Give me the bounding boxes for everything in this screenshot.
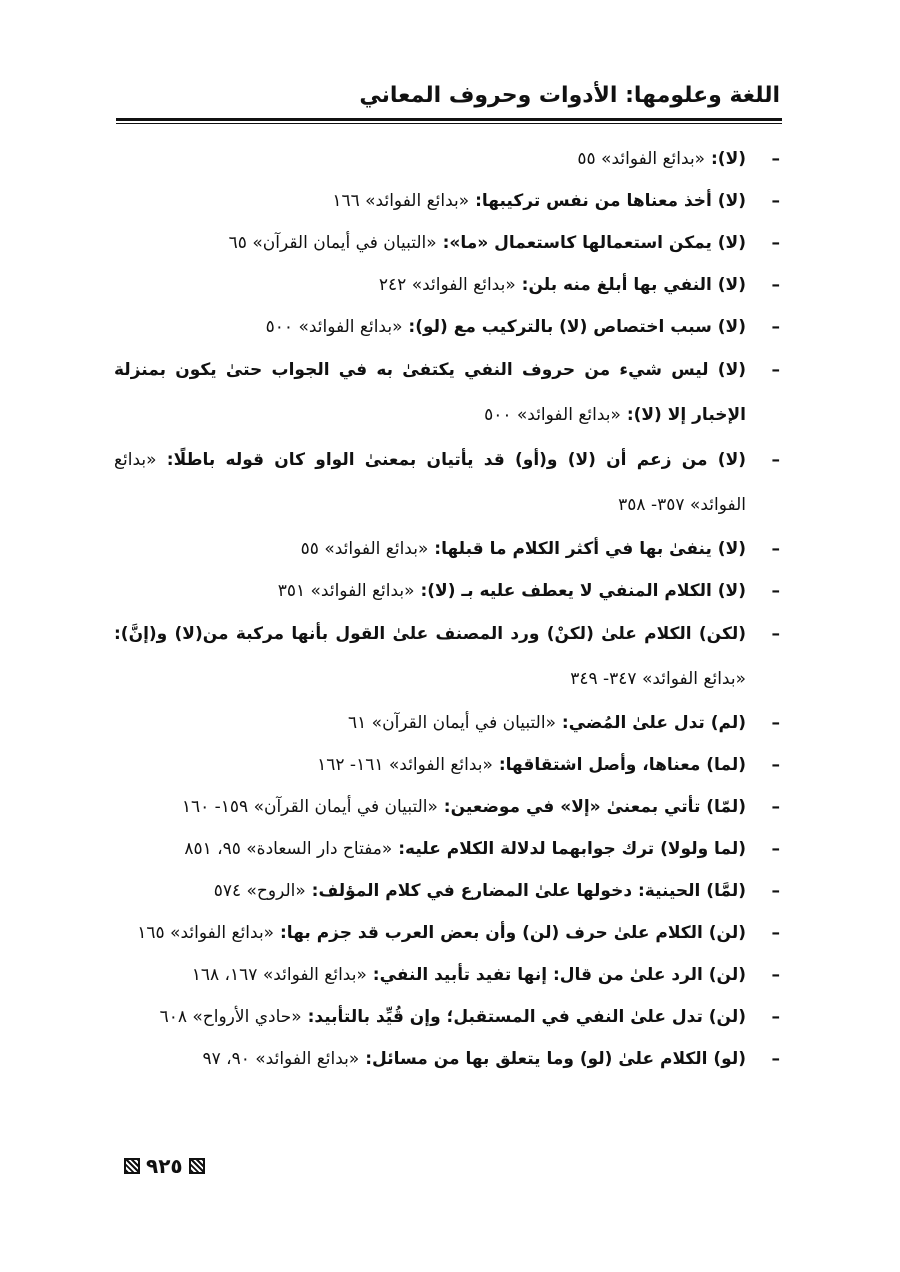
entry-reference: «التبيان في أيمان القرآن» ١٥٩- ١٦٠ xyxy=(181,797,438,817)
entry-dash: – xyxy=(771,191,780,211)
entry-dash: – xyxy=(771,755,780,775)
entry-heading: (لا) من زعم أن (لا) و(أو) قد يأتيان بمعنىٰ الواو كان قوله باطلًا: xyxy=(156,450,746,470)
index-entry xyxy=(114,264,780,306)
entry-reference: «حادي الأرواح» ٦٠٨ xyxy=(159,1007,302,1027)
index-entry xyxy=(114,138,780,180)
index-entry xyxy=(114,612,780,702)
page-number: ٩٢٥ xyxy=(146,1154,183,1178)
entry-heading: (لا) أخذ معناها من نفس تركيبها: xyxy=(469,191,746,211)
entry-reference: «التبيان في أيمان القرآن» ٦٥ xyxy=(228,233,437,253)
entry-heading: (لو) الكلام علىٰ (لو) وما يتعلق بها من مسائل: xyxy=(359,1049,746,1069)
entry-dash: – xyxy=(771,539,780,559)
index-entry xyxy=(114,528,780,570)
entry-dash: – xyxy=(771,1049,780,1069)
ornament-icon xyxy=(189,1158,205,1174)
entry-dash: – xyxy=(771,581,780,601)
entry-dash: – xyxy=(771,275,780,295)
entry-dash: – xyxy=(771,360,780,380)
entry-reference: «بدائع الفوائد» ١٦٦ xyxy=(332,191,470,211)
entry-reference: «بدائع الفوائد» ٥٠٠ xyxy=(484,405,621,425)
entry-heading: (لن) الرد علىٰ من قال: إنها تفيد تأبيد النفي: xyxy=(366,965,746,985)
index-entry xyxy=(114,744,780,786)
entry-dash: – xyxy=(771,624,780,644)
index-entry xyxy=(114,786,780,828)
header-rule xyxy=(116,118,782,121)
entry-dash: – xyxy=(771,881,780,901)
entry-heading: (لن) تدل علىٰ النفي في المستقبل؛ وإن قُيِّد بالتأبيد: xyxy=(301,1007,746,1027)
entry-heading: (لمَّا) الحينية: دخولها علىٰ المضارع في كلام المؤلف: xyxy=(305,881,746,901)
index-entry xyxy=(114,1038,780,1080)
entry-reference: «مفتاح دار السعادة» ٩٥، ٨٥١ xyxy=(184,839,393,859)
entry-reference: «الروح» ٥٧٤ xyxy=(213,881,306,901)
entry-reference: «بدائع الفوائد» ١٦١- ١٦٢ xyxy=(317,755,493,775)
entry-reference: «بدائع الفوائد» ١٦٧، ١٦٨ xyxy=(191,965,367,985)
entry-dash: – xyxy=(771,317,780,337)
entry-reference: «بدائع الفوائد» ٣٥٧- ٣٥٨ xyxy=(114,450,746,515)
page-footer xyxy=(124,1154,205,1178)
entry-dash: – xyxy=(771,233,780,253)
index-entry-list xyxy=(114,138,780,1080)
index-entry xyxy=(114,954,780,996)
entry-heading: (لا) ليس شيء من حروف النفي يكتفىٰ به في الجواب حتىٰ يكون بمنزلة الإخبار إلا (لا): xyxy=(114,360,746,425)
entry-reference: «بدائع الفوائد» ٥٥ xyxy=(300,539,429,559)
entry-reference: «بدائع الفوائد» ٣٤٧- ٣٤٩ xyxy=(570,669,746,689)
index-entry xyxy=(114,570,780,612)
entry-heading: (لكن) الكلام علىٰ (لكنْ) ورد المصنف علىٰ القول بأنها مركبة من(لا) و(إنَّ): xyxy=(114,624,746,644)
entry-dash: – xyxy=(771,1007,780,1027)
entry-dash: – xyxy=(771,450,780,470)
entry-reference: «بدائع الفوائد» ٩٠، ٩٧ xyxy=(202,1049,360,1069)
entry-heading: (لا) سبب اختصاص (لا) بالتركيب مع (لو): xyxy=(402,317,746,337)
entry-dash: – xyxy=(771,149,780,169)
entry-heading: (لا): xyxy=(705,149,746,169)
header-rule-thin xyxy=(116,123,782,124)
entry-reference: «التبيان في أيمان القرآن» ٦١ xyxy=(348,713,556,733)
entry-heading: (لا) يمكن استعمالها كاستعمال «ما»: xyxy=(436,233,746,253)
index-entry xyxy=(114,912,780,954)
ornament-icon xyxy=(124,1158,140,1174)
index-entry xyxy=(114,180,780,222)
entry-heading: (لما ولولا) ترك جوابهما لدلالة الكلام عليه: xyxy=(392,839,746,859)
entry-reference: «بدائع الفوائد» ٣٥١ xyxy=(277,581,415,601)
entry-heading: (لا) النفي بها أبلغ منه بلن: xyxy=(515,275,746,295)
entry-heading: (لمّا) تأتي بمعنىٰ «إلا» في موضعين: xyxy=(437,797,746,817)
entry-heading: (لن) الكلام علىٰ حرف (لن) وأن بعض العرب قد جزم بها: xyxy=(274,923,746,943)
index-entry xyxy=(114,222,780,264)
index-entry xyxy=(114,438,780,528)
index-entry xyxy=(114,870,780,912)
entry-reference: «بدائع الفوائد» ٥٠٠ xyxy=(265,317,403,337)
entry-heading: (لا) ينفىٰ بها في أكثر الكلام ما قبلها: xyxy=(428,539,746,559)
index-entry xyxy=(114,348,780,438)
entry-reference: «بدائع الفوائد» ٢٤٢ xyxy=(378,275,516,295)
entry-heading: (لما) معناها، وأصل اشتقاقها: xyxy=(492,755,746,775)
running-header-title: اللغة وعلومها: الأدوات وحروف المعاني xyxy=(359,83,780,108)
index-entry xyxy=(114,702,780,744)
index-entry xyxy=(114,306,780,348)
entry-reference: «بدائع الفوائد» ١٦٥ xyxy=(137,923,275,943)
entry-heading: (لم) تدل علىٰ المُضي: xyxy=(556,713,746,733)
index-entry xyxy=(114,996,780,1038)
entry-dash: – xyxy=(771,965,780,985)
entry-dash: – xyxy=(771,839,780,859)
entry-dash: – xyxy=(771,923,780,943)
index-entry xyxy=(114,828,780,870)
entry-reference: «بدائع الفوائد» ٥٥ xyxy=(577,149,706,169)
entry-heading: (لا) الكلام المنفي لا يعطف عليه بـ (لا): xyxy=(414,581,746,601)
entry-dash: – xyxy=(771,713,780,733)
entry-dash: – xyxy=(771,797,780,817)
